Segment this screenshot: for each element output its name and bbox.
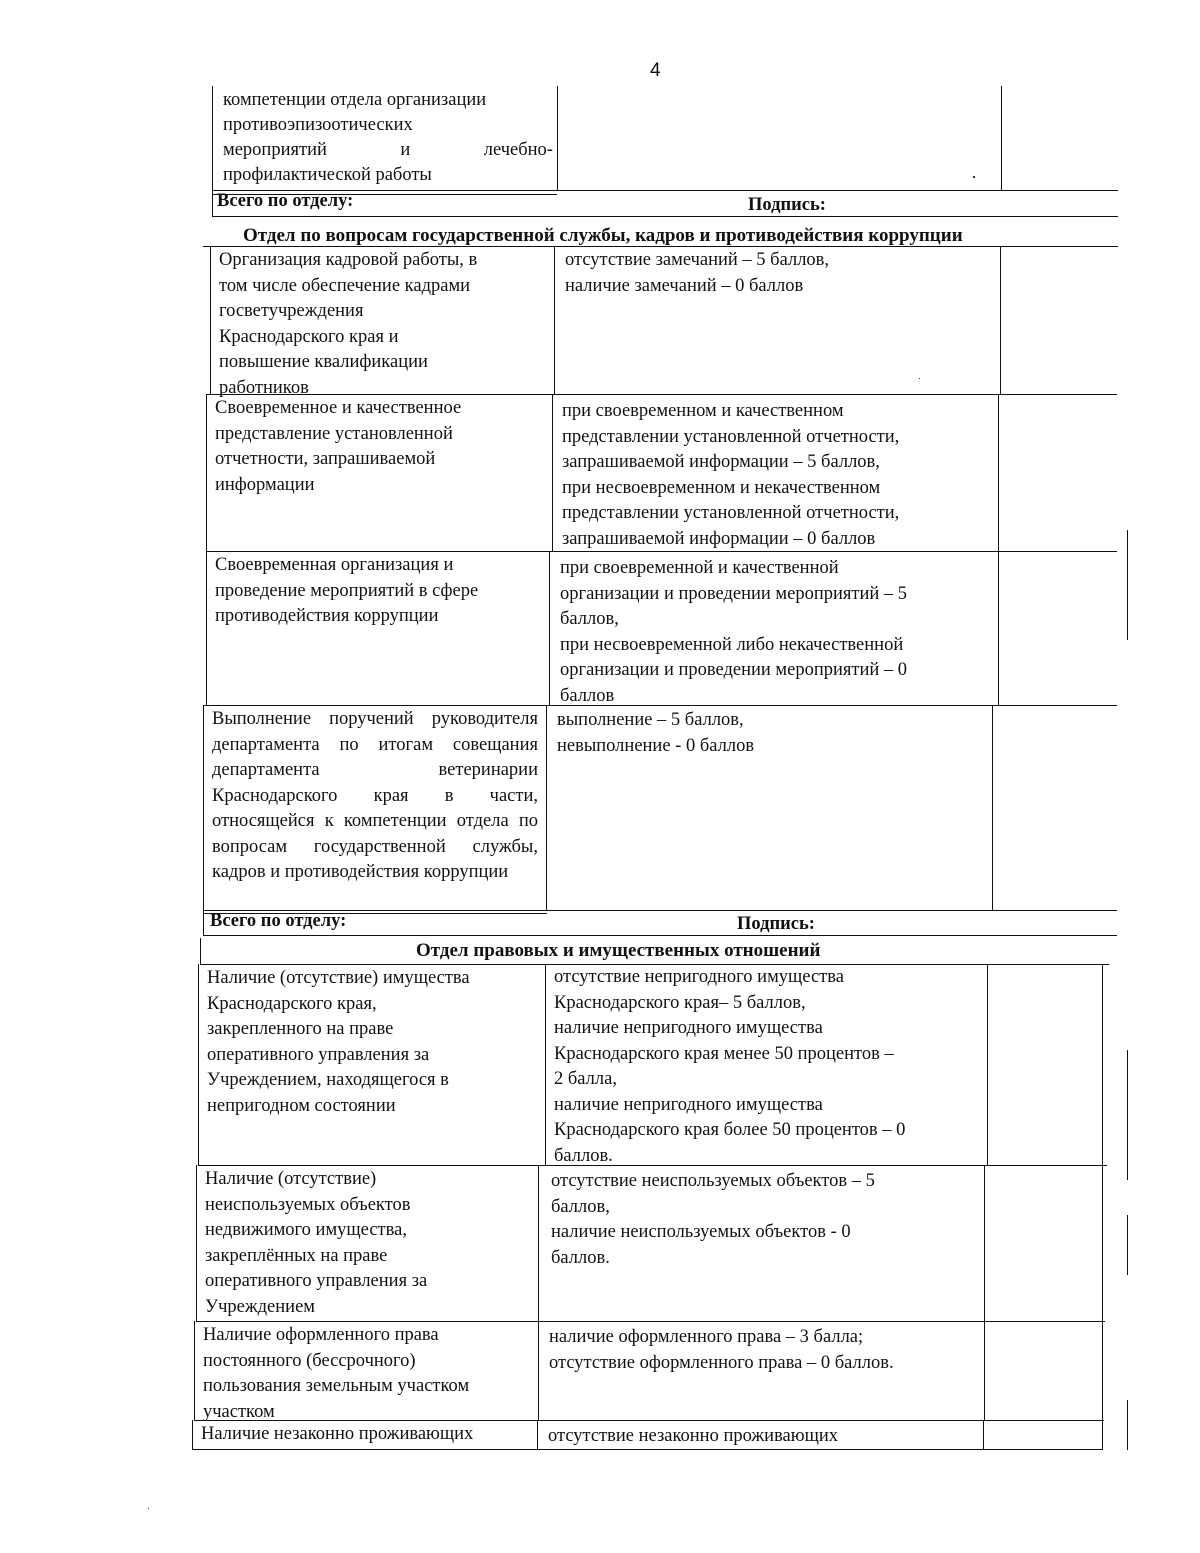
department-title-cell — [200, 938, 1109, 964]
criterion-cell — [212, 86, 557, 190]
score-text: отсутствие незаконно проживающих — [548, 1426, 838, 1446]
criterion-cell — [210, 246, 554, 398]
score-text: наличие оформленного права – 3 балла; отсутствие оформленного права – 0 баллов. — [549, 1327, 894, 1373]
points-cell — [987, 964, 1107, 1165]
criterion-text: Наличие оформленного права постоянного (бессрочного) пользования земельным участком участком — [203, 1325, 470, 1422]
text-line: противоэпизоотических — [223, 115, 413, 135]
score-cell — [554, 246, 1000, 394]
score-text: отсутствие непригодного имущества Краснодарского края– 5 баллов, наличие непригодного имущества Краснодарского края менее 50 процентов – 2 балла, наличие непригодного имущества Краснодарского края более 50 процентов – 0 баллов. — [554, 967, 906, 1166]
criterion-text: Организация кадровой работы, в том числе обеспечение кадрами госветучреждения Краснодарского края и повышение квалификации работников — [219, 250, 478, 398]
scan-mark — [1127, 1050, 1128, 1180]
table-row — [198, 964, 1107, 1165]
text-word: мероприятий — [223, 140, 327, 160]
text-line: профилактической работы — [223, 165, 432, 185]
score-cell — [552, 394, 998, 551]
criterion-text — [213, 86, 557, 188]
score-cell — [557, 86, 1001, 190]
scan-speck — [919, 378, 920, 379]
criterion-text: Своевременная организация и проведение мероприятий в сфере противодействия коррупции — [215, 555, 479, 626]
table-row — [203, 705, 1117, 910]
department-header — [200, 938, 1109, 964]
criterion-cell — [196, 1165, 538, 1321]
criterion-text: Наличие (отсутствие) неиспользуемых объектов недвижимого имущества, закреплённых на праве оперативного управления за Учреждением — [205, 1169, 428, 1317]
table-row — [196, 1165, 1105, 1321]
department-title: Отдел правовых и имущественных отношений — [416, 940, 821, 961]
signature-label: Подпись: — [737, 914, 815, 934]
scan-mark — [1127, 1400, 1128, 1450]
score-text: отсутствие неиспользуемых объектов – 5 баллов, наличие неиспользуемых объектов - 0 баллов. — [551, 1171, 875, 1268]
criterion-text: Своевременное и качественное представление установленной отчетности, запрашиваемой информации — [215, 398, 462, 495]
department-title-cell — [203, 219, 1118, 246]
text-word: лечебно- — [483, 140, 553, 160]
text-word: и — [400, 140, 411, 160]
points-cell — [998, 551, 1117, 705]
points-cell — [992, 705, 1117, 910]
signature-label: Подпись: — [748, 195, 826, 215]
scan-mark — [1127, 530, 1128, 640]
score-cell — [546, 705, 992, 910]
criterion-text: Наличие (отсутствие) имущества Краснодарского края, закрепленного на праве оперативного управления за Учреждением, находящегося в непригодном состоянии — [207, 968, 470, 1116]
score-cell — [545, 964, 987, 1165]
table-row — [192, 1420, 1103, 1449]
criterion-text: Выполнение поручений руководителя департамента по итогам совещания департамента ветеринарии Краснодарского края в части, относящейся к компетенции отдела по вопросам государственной службы, кадров и противодействия коррупции — [212, 709, 538, 882]
text-line — [223, 138, 553, 163]
score-cell — [549, 551, 998, 705]
score-cell — [538, 1165, 984, 1321]
criterion-cell — [198, 964, 545, 1165]
table-row — [206, 551, 1117, 705]
points-cell — [1001, 86, 1118, 190]
scan-mark — [1127, 1215, 1128, 1275]
table-row — [212, 86, 1118, 190]
score-cell — [538, 1321, 984, 1420]
department-header — [203, 219, 1118, 246]
department-title: Отдел по вопросам государственной службы, кадров и противодействия коррупции — [243, 225, 963, 246]
criterion-cell — [203, 705, 546, 910]
score-cell — [537, 1420, 983, 1449]
scan-speck — [148, 1508, 149, 1509]
table-row — [206, 394, 1117, 551]
page-number: 4 — [650, 60, 661, 81]
points-cell — [984, 1321, 1104, 1420]
score-text: отсутствие замечаний – 5 баллов, наличие замечаний – 0 баллов — [565, 250, 830, 296]
total-label: Всего по отделу: — [217, 191, 354, 211]
total-label: Всего по отделу: — [210, 911, 347, 931]
points-cell — [984, 1165, 1105, 1321]
table-right-border — [1102, 964, 1103, 1450]
points-cell — [998, 394, 1117, 551]
score-text: при своевременной и качественной организации и проведении мероприятий – 5 баллов, при несвоевременной либо некачественной организации и проведении мероприятий – 0 баллов — [560, 558, 908, 706]
points-cell — [1000, 246, 1117, 394]
score-text: при своевременном и качественном представлении установленной отчетности, запрашиваемой информации – 5 баллов, при несвоевременном и некачественном представлении установленной отчетности, запрашиваемой информации – 0 баллов — [562, 401, 900, 549]
criterion-cell — [194, 1321, 538, 1420]
criterion-cell — [192, 1420, 537, 1449]
scan-speck — [973, 176, 975, 178]
text-line: компетенции отдела организации — [223, 90, 487, 110]
table-row — [210, 246, 1117, 398]
criterion-text: Наличие незаконно проживающих — [201, 1424, 474, 1444]
score-text: выполнение – 5 баллов, невыполнение - 0 баллов — [557, 710, 755, 756]
points-cell — [983, 1420, 1103, 1449]
criterion-cell — [206, 394, 552, 551]
table-row — [194, 1321, 1104, 1420]
criterion-cell — [206, 551, 549, 705]
